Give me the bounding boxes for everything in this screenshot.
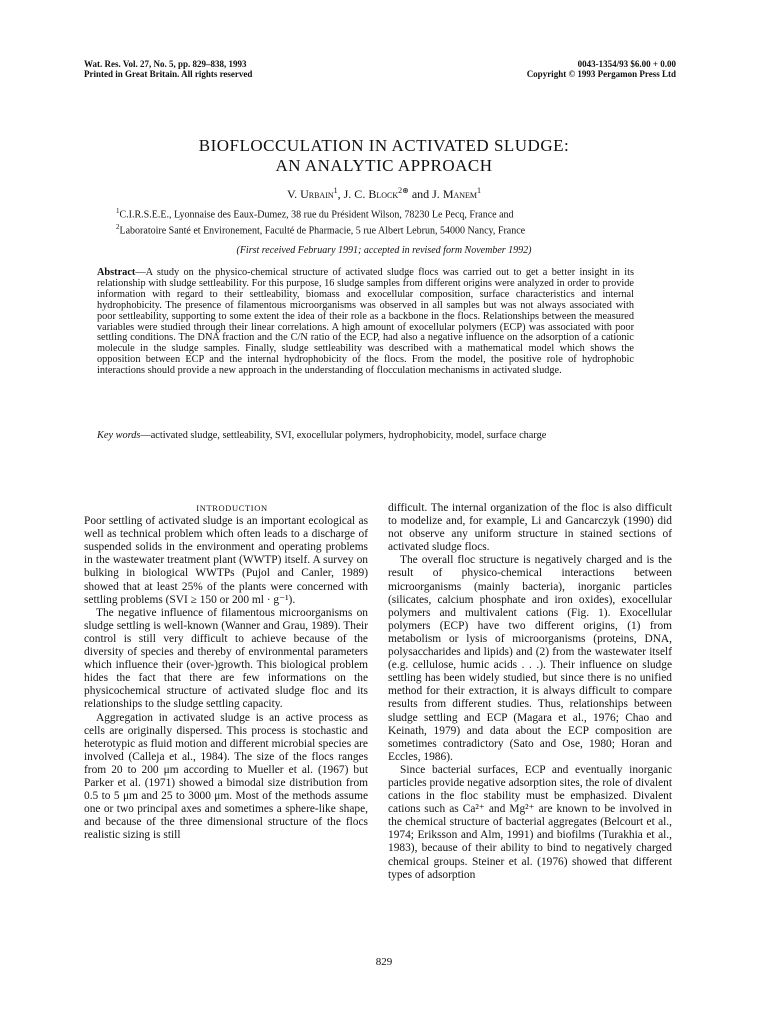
- copyright-block: [527, 59, 676, 79]
- issn-price: 0043-1354/93 $6.00 + 0.00: [577, 59, 676, 69]
- journal-citation: [84, 59, 252, 79]
- paragraph: difficult. The internal organization of the floc is also difficult to modelize and, for example, Li and Gancarczyk (1990) did not observe any uniform structure in stained sections of activated sludge flocs.: [388, 502, 672, 554]
- author-3-initials: and J.: [408, 187, 443, 201]
- corresponding-author-symbol: ⊛: [402, 186, 409, 195]
- author-1-name: Urbain: [300, 187, 334, 201]
- keywords-text: —activated sludge, settleability, SVI, exocellular polymers, hydrophobicity, model, surface charge: [140, 430, 547, 441]
- affiliation-2: [116, 221, 636, 237]
- page-number: 829: [375, 956, 393, 968]
- paragraph: The negative influence of filamentous microorganisms on sludge settling is well-known (Wanner and Grau, 1989). Their control is still very difficult to achieve because of the diversity of species and thereby of environmental parameters which influence their (over-)growth. This biological problem hides the fact that there are few informations on the physicochemical structure of activated sludge floc and its relationships to the sludge settling capacity.: [84, 606, 368, 711]
- title-line-2: AN ANALYTIC APPROACH: [275, 156, 493, 175]
- author-1-affil-mark: 1: [333, 186, 338, 195]
- printed-line: Printed in Great Britain. All rights reserved: [84, 69, 253, 79]
- left-column: [84, 502, 368, 842]
- author-2-initials: , J. C.: [337, 187, 369, 201]
- received-dates: (First received February 1991; accepted in revised form November 1992): [236, 245, 532, 256]
- paper-title: [0, 136, 768, 176]
- paragraph: Since bacterial surfaces, ECP and eventually inorganic particles provide negative adsorption sites, the role of divalent cations in the floc stability must be emphasized. Divalent cations such as Ca²⁺ and Mg²⁺ are known to be involved in the chemical structure of bacterial aggregates (Belcourt et al., 1974; Eriksson and Alm, 1991) and biofilms (Turakhia et al., 1983), because of their ability to bind to negatively charged chemical groups. Steiner et al. (1976) showed that different types of adsorption: [388, 763, 672, 881]
- affiliations: [116, 205, 636, 238]
- author-1-initials: V.: [286, 187, 301, 201]
- author-3-name: Manem: [442, 187, 478, 201]
- affiliation-1: [116, 205, 636, 221]
- copyright-line: Copyright © 1993 Pergamon Press Ltd: [526, 69, 676, 79]
- title-line-1: BIOFLOCCULATION IN ACTIVATED SLUDGE:: [198, 136, 570, 155]
- citation-line: Wat. Res. Vol. 27, No. 5, pp. 829–838, 1993: [84, 59, 247, 69]
- section-heading-introduction: INTRODUCTION: [196, 503, 268, 513]
- author-2-name: Block: [368, 187, 399, 201]
- paragraph: The overall floc structure is negatively charged and is the result of physico-chemical interactions between microorganisms (mainly bacteria), inorganic particles (silicates, calcium phosphate and iron oxides), exocellular polymers and multivalent cations (Fig. 1). Exocellular polymers (ECP) have two different origins, (1) from metabolism or lysis of microorganisms (proteins, DNA, polysaccharides and lipids) and (2) from the wastewater itself (e.g. cellulose, humic acids . . .). Their influence on sludge settling has been widely studied, but since there is no unified method for their extraction, it is always difficult to compare results from different studies. Thus, relationships between sludge settling and ECP (Magara et al., 1976; Chao and Keinath, 1979) and data about the ECP composition are sometimes contradictory (Sato and Ose, 1980; Horan and Eccles, 1986).: [388, 554, 672, 763]
- author-3-affil-mark: 1: [477, 186, 482, 195]
- paragraph: Poor settling of activated sludge is an important ecological as well as technical problem which often leads to a discharge of suspended solids in the environment and operating problems in the wastewater treatment plant (WWTP) itself. A survey on bulking in biological WWTPs (Pujol and Canler, 1989) showed that at least 25% of the plants were concerned with settling problems (SVI ≥ 150 or 200 ml · g⁻¹).: [84, 515, 368, 606]
- abstract-text: —A study on the physico-chemical structure of activated sludge flocs was carried out to get a better insight in its relationship with sludge settleability. For this purpose, 16 sludge samples from different origins were analyzed in order to provide information with regard to their settleability, biomass and exocellular composition, surface characteristics and internal hydrophobicity. The presence of filamentous microorganisms was observed in all samples but was not always associated with poor settleability, supporting to some extent the idea of their role as a backbone in the flocs. Relationships between the measured variables were studied through their linear correlations. A high amount of exocellular polymers (ECP) was associated with poor settling conditions. The DNA fraction and the C/N ratio of the ECP, had also a negative influence on the adsorption of a cationic molecule in the sludge samples. Finally, sludge settleability was described with a mathematical model which shows the opposition between ECP and the internal hydrophobicity of the flocs. From the model, the positive role of hydrophobic interactions should provide a new approach in the understanding of flocculation mechanisms in activated sludge.: [97, 267, 634, 377]
- right-column: [388, 502, 672, 882]
- paragraph: Aggregation in activated sludge is an active process as cells are originally dispersed. This process is stochastic and heterotypic as fluid motion and different microbial species are involved (Calleja et al., 1984). The size of the flocs ranges from 20 to 200 μm according to Mueller et al. (1967) but Parker et al. (1971) showed a bimodal size distribution from 0.5 to 5 μm and 25 to 3000 μm. Most of the methods assume one or two principal axes and sometimes a sphere-like shape, and because of the three dimensional structure of the flocs realistic sizing is still: [84, 711, 368, 842]
- author-list: [0, 186, 768, 202]
- abstract: [97, 268, 634, 377]
- author-2-affil-mark: 2: [398, 186, 403, 195]
- affiliation-1-mark: 1: [116, 207, 120, 215]
- keywords-label: Key words: [97, 430, 141, 441]
- affiliation-2-mark: 2: [116, 223, 120, 232]
- affiliation-1-text: C.I.R.S.E.E., Lyonnaise des Eaux-Dumez, 38 rue du Président Wilson, 78230 Le Pecq, France and: [119, 209, 514, 221]
- affiliation-2-text: Laboratoire Santé et Environement, Faculté de Pharmacie, 5 rue Albert Lebrun, 54000 Nancy, France: [119, 225, 526, 237]
- abstract-label: Abstract: [97, 267, 136, 278]
- keywords: [97, 430, 634, 441]
